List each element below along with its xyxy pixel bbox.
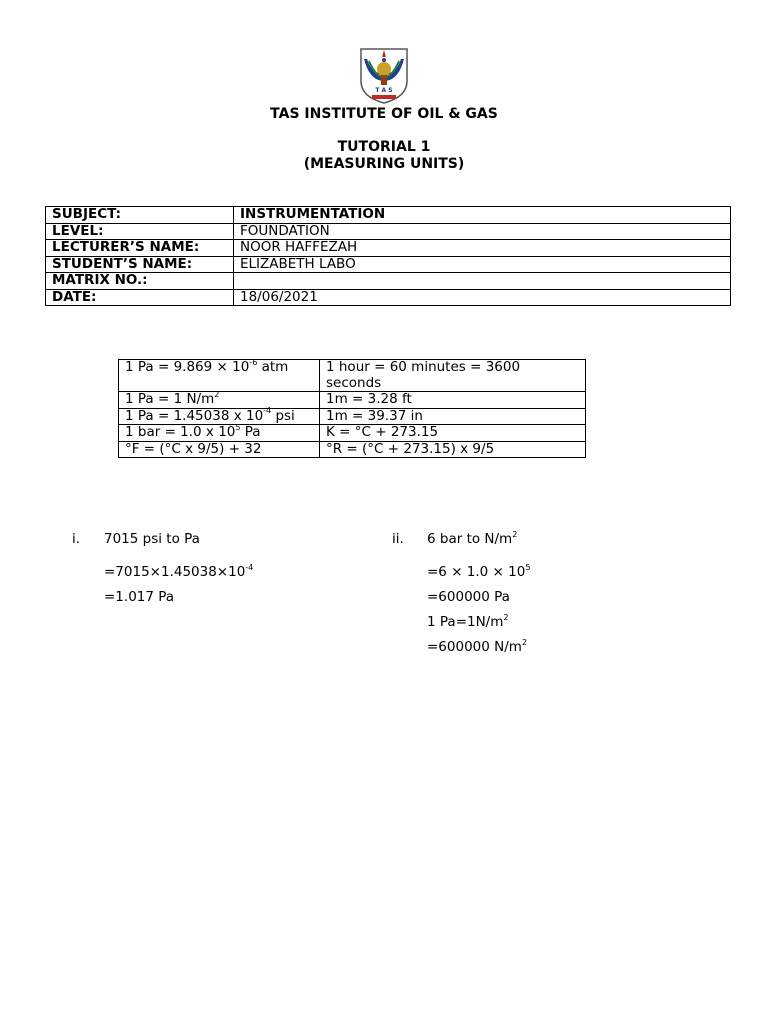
info-value: FOUNDATION bbox=[234, 223, 731, 240]
info-label: SUBJECT: bbox=[46, 207, 234, 224]
conversion-cell: 1 $Pa = 9.869 \times 10^{-6}$ atm bbox=[119, 360, 320, 392]
info-label: STUDENT’S NAME: bbox=[46, 256, 234, 273]
conversion-row bbox=[119, 441, 586, 458]
conversion-cell: 1 Pa = 1 $N/m^2$ bbox=[119, 392, 320, 409]
question-number: i. bbox=[72, 531, 81, 547]
info-value: 18/06/2021 bbox=[234, 289, 731, 306]
question-text: 7015 psi to Pa bbox=[104, 531, 200, 547]
institute-name: TAS INSTITUTE OF OIL & GAS bbox=[270, 106, 498, 122]
conversion-cell: °R = (°C + 273.15) x 9/5 bbox=[320, 441, 586, 458]
conversion-row bbox=[119, 392, 586, 409]
question-text: 6 bar to $N/m^2$ bbox=[427, 529, 518, 547]
conversion-cell: 1 Pa = 1.45038 x $10^{-4}$ psi bbox=[119, 408, 320, 425]
info-table bbox=[45, 206, 731, 306]
info-value: ELIZABETH LABO bbox=[234, 256, 731, 273]
answer-line: =600000 $N/m^2$ bbox=[427, 637, 528, 655]
info-label: LEVEL: bbox=[46, 223, 234, 240]
conversion-row bbox=[119, 425, 586, 442]
tutorial-subtitle: (MEASURING UNITS) bbox=[303, 156, 465, 172]
answer-line: =1.017 Pa bbox=[104, 589, 175, 605]
svg-text:T A S: T A S bbox=[375, 87, 393, 94]
question-number: ii. bbox=[392, 531, 404, 547]
conversion-cell: 1 hour = 60 minutes = 3600 seconds bbox=[320, 360, 586, 392]
info-value: INSTRUMENTATION bbox=[234, 207, 731, 224]
info-value bbox=[234, 273, 731, 290]
conversion-cell: 1m = 3.28 ft bbox=[320, 392, 586, 409]
info-row-lecturer bbox=[46, 240, 731, 257]
conversion-row bbox=[119, 408, 586, 425]
answer-line: $=7015\times 1.45038\times 10^{-4}$ bbox=[104, 562, 254, 580]
answer-line: =600000 Pa bbox=[427, 589, 510, 605]
conversion-cell: 1 bar = 1.0 x $10^5$ Pa bbox=[119, 425, 320, 442]
info-label: MATRIX NO.: bbox=[46, 273, 234, 290]
conversion-table bbox=[118, 359, 586, 458]
info-row-subject bbox=[46, 207, 731, 224]
institute-logo bbox=[355, 45, 413, 105]
tutorial-title: TUTORIAL 1 bbox=[337, 139, 431, 155]
info-row-level bbox=[46, 223, 731, 240]
answer-line: $=6 \times 1.0 \times 10^5$ bbox=[427, 562, 531, 580]
conversion-cell: °F = (°C x 9/5) + 32 bbox=[119, 441, 320, 458]
info-label: DATE: bbox=[46, 289, 234, 306]
info-value: NOOR HAFFEZAH bbox=[234, 240, 731, 257]
info-row-student bbox=[46, 256, 731, 273]
conversion-cell: K = °C + 273.15 bbox=[320, 425, 586, 442]
info-row-matrix bbox=[46, 273, 731, 290]
conversion-row bbox=[119, 360, 586, 392]
answer-line: 1 $Pa=1N/m^2$ bbox=[427, 612, 509, 630]
conversion-cell: 1m = 39.37 in bbox=[320, 408, 586, 425]
info-row-date bbox=[46, 289, 731, 306]
info-label: LECTURER’S NAME: bbox=[46, 240, 234, 257]
